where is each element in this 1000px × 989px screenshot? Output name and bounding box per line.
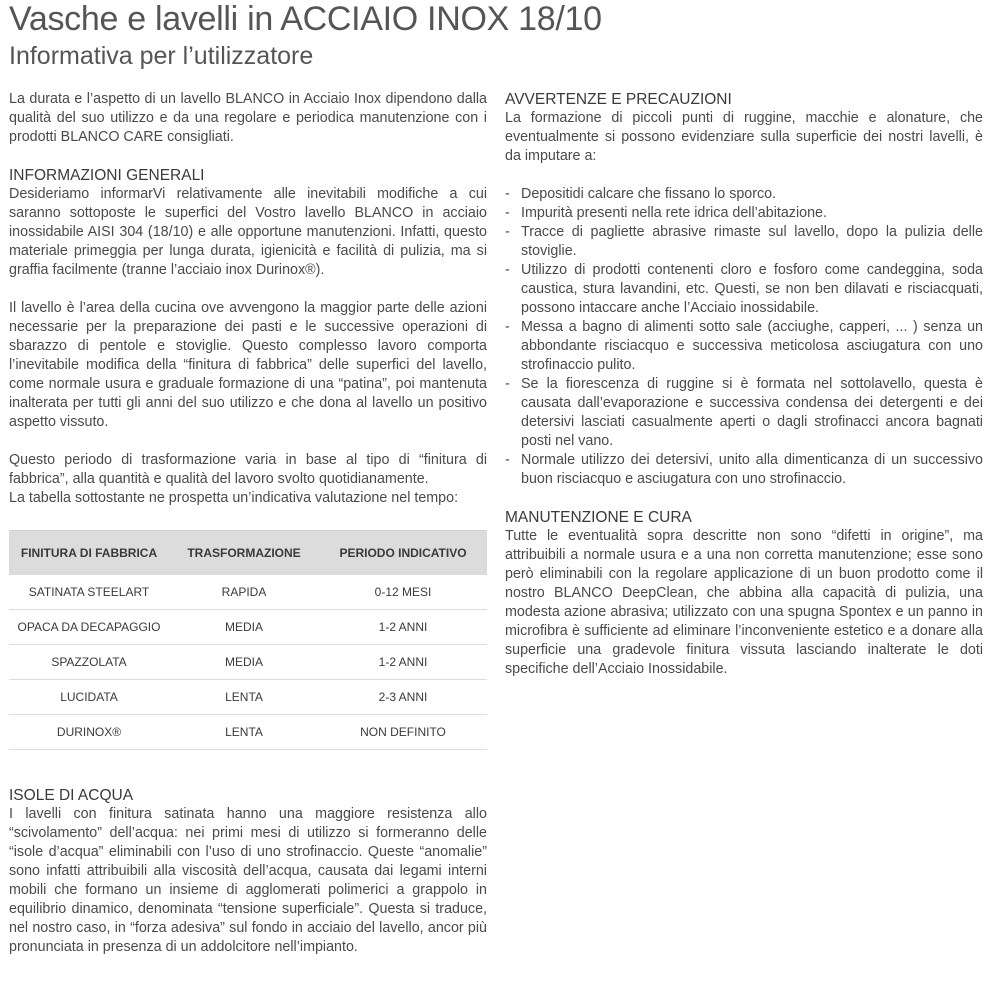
table-cell: NON DEFINITO [319,715,487,750]
table-row [9,610,487,645]
list-item: - Se la fiorescenza di ruggine si è formata nel sottolavello, questa è causata dall’evaporazione e successiva condensa dei detergenti e dei detersivi lasciati casualmente aperti o dagli strofinacci ancora bagnati posti nel vano. [505,375,983,451]
avvertenze-heading: AVVERTENZE E PRECAUZIONI [505,91,732,108]
table-header-cell: PERIODO INDICATIVO [319,531,487,576]
finish-table [9,530,487,750]
table-row [9,680,487,715]
table-header-cell: TRASFORMAZIONE [169,531,319,576]
table-header-cell: FINITURA DI FABBRICA [9,531,169,576]
table-cell: OPACA DA DECAPAGGIO [9,610,169,645]
info-heading: INFORMAZIONI GENERALI [9,167,205,184]
table-cell: RAPIDA [169,575,319,610]
table-cell: 1-2 ANNI [319,645,487,680]
isole-heading: ISOLE DI ACQUA [9,787,134,804]
table-cell: 1-2 ANNI [319,610,487,645]
table-cell: MEDIA [169,645,319,680]
table-cell: DURINOX® [9,715,169,750]
avvertenze-list [505,185,983,489]
manutenzione-heading: MANUTENZIONE E CURA [505,509,692,526]
info-paragraph-4: La tabella sottostante ne prospetta un’indicativa valutazione nel tempo: [9,490,459,506]
list-item: - Messa a bagno di alimenti sotto sale (acciughe, capperi, ... ) senza un abbondante risciacquo e successiva meticolosa asciugatura con uno strofinaccio pulito. [505,318,983,375]
table-cell: 0-12 MESI [319,575,487,610]
table-cell: SATINATA STEELART [9,575,169,610]
info-paragraph-2: Il lavello è l’area della cucina ove avvengono la maggior parte delle azioni necessarie per la preparazione dei pasti e le successive operazioni di sbarazzo di pentole e stoviglie. Questo complesso lavoro comporta l’inevitabile modifica della “finitura di fabbrica” delle superfici del lavello, come normale usura e graduale formazione di una “patina”, poi mantenuta inalterata per tutti gli anni del suo utilizzo e che dona al lavello un positivo aspetto vissuto. [9,300,487,430]
list-item: - Utilizzo di prodotti contenenti cloro e fosforo come candeggina, soda caustica, stura lavandini, etc. Questi, se non ben dilavati e risciacquati, possono intaccare anche l’Acciaio inossidabile. [505,261,983,318]
info-paragraph-1: Desideriamo informarVi relativamente alle inevitabili modifiche a cui saranno sottoposte le superfici del Vostro lavello BLANCO in acciaio inossidabile AISI 304 (18/10) e alle opportune manutenzioni. Infatti, questo materiale primeggia per lunga durata, igienicità e facilità di pulizia, ma si graffia facilmente (tranne l’acciaio inox Durinox®). [9,186,487,278]
avvertenze-intro: La formazione di piccoli punti di ruggine, macchie e alonature, che eventualmente si possono evidenziare sulla superficie dei nostri lavelli, è da imputare a: [505,110,983,164]
list-item: - Normale utilizzo dei detersivi, unito alla dimenticanza di un successivo buon risciacquo e asciugatura con uno strofinaccio. [505,451,983,489]
list-item: - Impurità presenti nella rete idrica dell’abitazione. [505,204,983,223]
left-column [9,90,487,957]
info-paragraph-3: Questo periodo di trasformazione varia in base al tipo di “finitura di fabbrica”, alla quantità e qualità del lavoro svolto quotidianamente. [9,452,487,487]
table-row [9,575,487,610]
page-title: Vasche e lavelli in ACCIAIO INOX 18/10 [9,0,602,38]
isole-paragraph: I lavelli con finitura satinata hanno una maggiore resistenza allo “scivolamento” dell’acqua: nei primi mesi di utilizzo si formeranno delle “isole d’acqua” eliminabili con l’uso di uno strofinaccio. Queste “anomalie” sono infatti attribuibili alla viscosità dell’acqua, causata dai legami interni mobili che formano un insieme di agglomerati polimerici a grappolo in equilibrio dinamico, denominata “tensione superficiale”. Questa si traduce, nel nostro caso, in “forza adesiva” sul fondo in acciaio del lavello, ancor più pronunciata in presenza di un addolcitore nell’impianto. [9,806,487,955]
list-item: - Tracce di pagliette abrasive rimaste sul lavello, dopo la pulizia delle stoviglie. [505,223,983,261]
table-cell: MEDIA [169,610,319,645]
table-cell: LENTA [169,715,319,750]
right-column [505,90,983,679]
table-cell: LENTA [169,680,319,715]
intro-paragraph: La durata e l’aspetto di un lavello BLANCO in Acciaio Inox dipendono dalla qualità del suo utilizzo e da una regolare e periodica manutenzione con i prodotti BLANCO CARE consigliati. [9,91,487,145]
page-subtitle: Informativa per l’utilizzatore [9,42,314,70]
manutenzione-paragraph: Tutte le eventualità sopra descritte non sono “difetti in origine”, ma attribuibili a normale usura e a una non corretta manutenzione; esse sono però eliminabili con la regolare applicazione di un buon prodotto come il nostro BLANCO DeepClean, che abbina alla capacità di pulizia, una modesta azione abrasiva; utilizzato con una spugna Spontex e un panno in microfibra è sufficiente ad eliminare l’inconveniente estetico e a donare alla superficie una gradevole finitura vissuta lasciando inalterate le doti specifiche dell’Acciaio Inossidabile. [505,528,983,677]
table-header-row [9,531,487,576]
table-cell: 2-3 ANNI [319,680,487,715]
table-cell: LUCIDATA [9,680,169,715]
list-item: - Depositidi calcare che fissano lo sporco. [505,185,983,204]
table-row [9,715,487,750]
table-row [9,645,487,680]
table-cell: SPAZZOLATA [9,645,169,680]
